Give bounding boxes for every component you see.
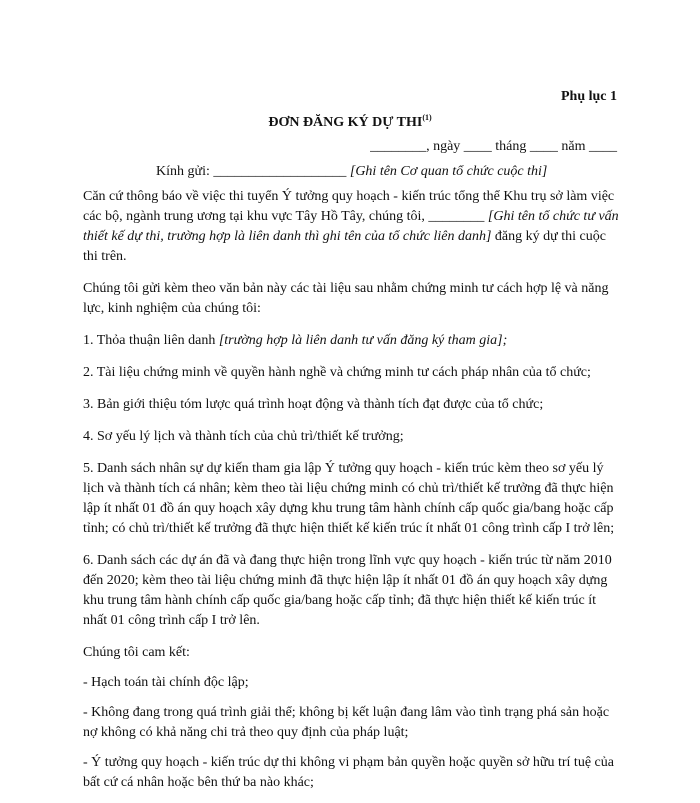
recipient-label: Kính gửi: ___________________: [156, 164, 350, 179]
attachment-item-1: [83, 331, 620, 351]
attachment-item-1-hint: [trường hợp là liên danh tư vấn đăng ký tham gia];: [218, 333, 508, 348]
attachment-item-1-text: 1. Thỏa thuận liên danh: [83, 333, 219, 348]
intro-text-end: đăng ký dự thi cuộc thi trên.: [83, 229, 606, 264]
recipient-line: [156, 164, 547, 180]
commitment-item-1: - Hạch toán tài chính độc lập;: [83, 675, 249, 690]
commitments-intro: Chúng tôi cam kết:: [83, 645, 190, 660]
intro-text: Căn cứ thông báo về việc thi tuyển Ý tưởng quy hoạch - kiến trúc tổng thể Khu trụ sở làm việc các bộ, ngành trung ương tại khu vực Tây Hồ Tây, chúng tôi, ________: [83, 189, 615, 224]
appendix-label: Phụ lục 1: [560, 89, 617, 104]
date-line: ________, ngày ____ tháng ____ năm ____: [370, 139, 617, 154]
intro-paragraph: [83, 187, 620, 267]
attachment-item-2: 2. Tài liệu chứng minh về quyền hành nghề và chứng minh tư cách pháp nhân của tổ chức;: [83, 365, 591, 380]
document-body: [83, 187, 620, 803]
intro-hint: [Ghi tên tổ chức tư vấn thiết kế dự thi, trường hợp là liên danh thì ghi tên của tổ chức liên danh]: [83, 209, 619, 244]
commitment-item-3: - Ý tưởng quy hoạch - kiến trúc dự thi không vi phạm bản quyền hoặc quyền sở hữu trí tuệ của bất cứ cá nhân hoặc bên thứ ba nào khác;: [83, 755, 614, 790]
title-text: ĐƠN ĐĂNG KÝ DỰ THI: [268, 115, 423, 130]
attachment-item-6: 6. Danh sách các dự án đã và đang thực hiện trong lĩnh vực quy hoạch - kiến trúc từ năm 2010 đến 2020; kèm theo tài liệu chứng minh đã thực hiện lập ít nhất 01 đồ án quy hoạch xây dựng khu trung tâm hành chính cấp quốc gia/bang hoặc cấp tỉnh; đã thực hiện thiết kế kiến trúc ít nhất 01 công trình cấp I trở lên.: [83, 553, 612, 628]
commitment-item-2: - Không đang trong quá trình giải thể; không bị kết luận đang lâm vào tình trạng phá sản hoặc nợ không có khả năng chi trả theo quy định của pháp luật;: [83, 705, 610, 740]
attachment-item-3: 3. Bản giới thiệu tóm lược quá trình hoạt động và thành tích đạt được của tổ chức;: [83, 397, 544, 412]
attachment-item-5: 5. Danh sách nhân sự dự kiến tham gia lập Ý tưởng quy hoạch - kiến trúc kèm theo sơ yếu lý lịch và thành tích cá nhân; kèm theo tài liệu chứng minh có chủ trì/thiết kế trưởng đã thực hiện lập ít nhất 01 đồ án quy hoạch xây dựng khu trung tâm hành chính cấp quốc gia/bang hoặc cấp tỉnh; có chủ trì/thiết kế trưởng đã thực hiện thiết kế kiến trúc ít nhất 01 công trình cấp I trở lên;: [83, 461, 615, 536]
attachments-intro: Chúng tôi gửi kèm theo văn bản này các tài liệu sau nhằm chứng minh tư cách hợp lệ và năng lực, kinh nghiệm của chúng tôi:: [83, 281, 609, 316]
attachment-item-4: 4. Sơ yếu lý lịch và thành tích của chủ trì/thiết kế trưởng;: [83, 429, 404, 444]
title-footnote-mark: (1): [422, 113, 432, 122]
recipient-hint: [Ghi tên Cơ quan tổ chức cuộc thi]: [349, 164, 548, 179]
document-title: [0, 113, 700, 131]
